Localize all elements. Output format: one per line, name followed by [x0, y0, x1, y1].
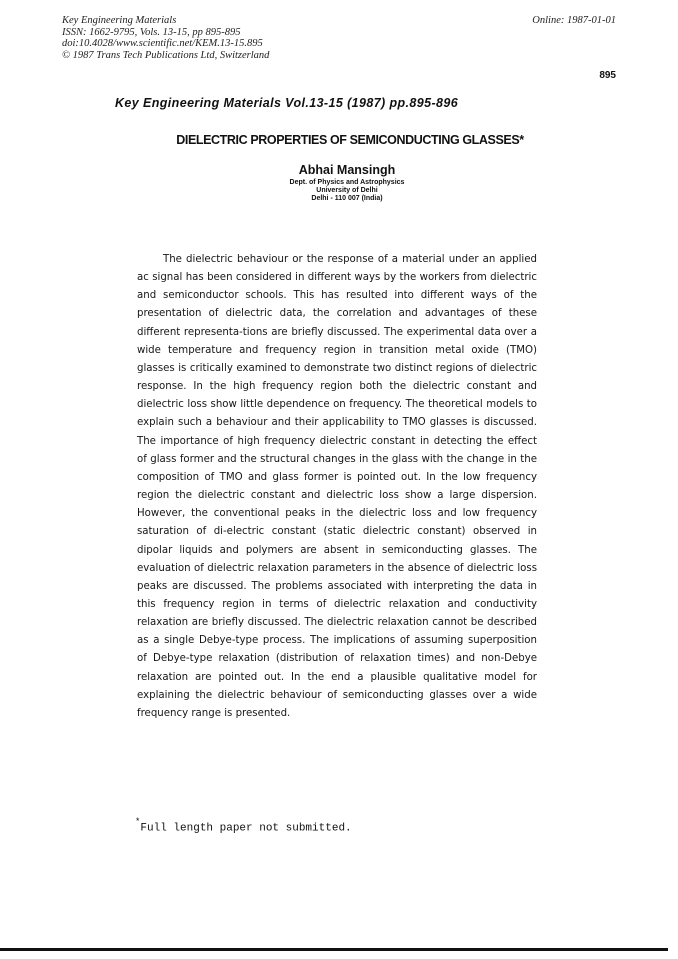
- copyright-line: © 1987 Trans Tech Publications Ltd, Switzerland: [62, 49, 270, 61]
- affiliation-department: Dept. of Physics and Astrophysics: [289, 179, 405, 186]
- page-number: 895: [599, 70, 616, 81]
- footnote: [135, 819, 352, 835]
- paper-title: DIELECTRIC PROPERTIES OF SEMICONDUCTING GLASSES*: [176, 133, 524, 147]
- author-affiliation: [0, 179, 678, 204]
- abstract-body: The dielectric behaviour or the response of a material under an applied ac signal has been considered in different ways by the workers from dielectric and semiconductor schools. This has resulted into different ways of the presentation of dielectric data, the correlation and advantages of these different representa-tions are briefly discussed. The experimental data over a wide temperature and frequency region in transition metal oxide (TMO) glasses is critically examined to demonstrate two distinct regions of dielectric response. In the high frequency region both the dielectric constant and dielectric loss show little dependence on frequency. The theoretical models to explain such a behaviour and their applicability to TMO glasses is discussed. The importance of high frequency dielectric constant in detecting the effect of glass former and the structural changes in the glass with the change in the composition of TMO and glass former is pointed out. In the low frequency region the dielectric constant and dielectric loss show a large dispersion. However, the conventional peaks in the dielectric loss and low frequency saturation of di-electric constant (static dielectric constant) observed in dipolar liquids and polymers are absent in semiconducting glasses. The evaluation of dielectric relaxation parameters in the absence of dielectric loss peaks are discussed. The problems associated with interpreting the data in this frequency region in terms of dielectric relaxation and conductivity relaxation are briefly discussed. The dielectric relaxation cannot be described as a single Debye-type process. The implications of assuming superposition of Debye-type relaxation (distribution of relaxation times) and non-Debye relaxation are pointed out. In the end a plausible qualitative model for explaining the dielectric behaviour of semiconducting glasses over a wide frequency range is presented.: [137, 254, 537, 719]
- journal-name-meta: Key Engineering Materials: [62, 15, 177, 26]
- footnote-text: Full length paper not submitted.: [140, 822, 352, 835]
- doi-line: doi:10.4028/www.scientific.net/KEM.13-15.895: [62, 38, 263, 50]
- issn-line: ISSN: 1662-9795, Vols. 13-15, pp 895-895: [62, 26, 241, 38]
- online-date: Online: 1987-01-01: [532, 15, 616, 26]
- footnote-marker: *: [135, 817, 141, 827]
- publication-metadata: [62, 15, 269, 61]
- affiliation-university: University of Delhi: [316, 187, 378, 195]
- author-name: Abhai Mansingh: [298, 163, 396, 177]
- affiliation-city: Delhi - 110 007 (India): [311, 195, 383, 203]
- bottom-rule: [0, 948, 668, 951]
- journal-citation: Key Engineering Materials Vol.13-15 (1987) pp.895-896: [115, 96, 459, 110]
